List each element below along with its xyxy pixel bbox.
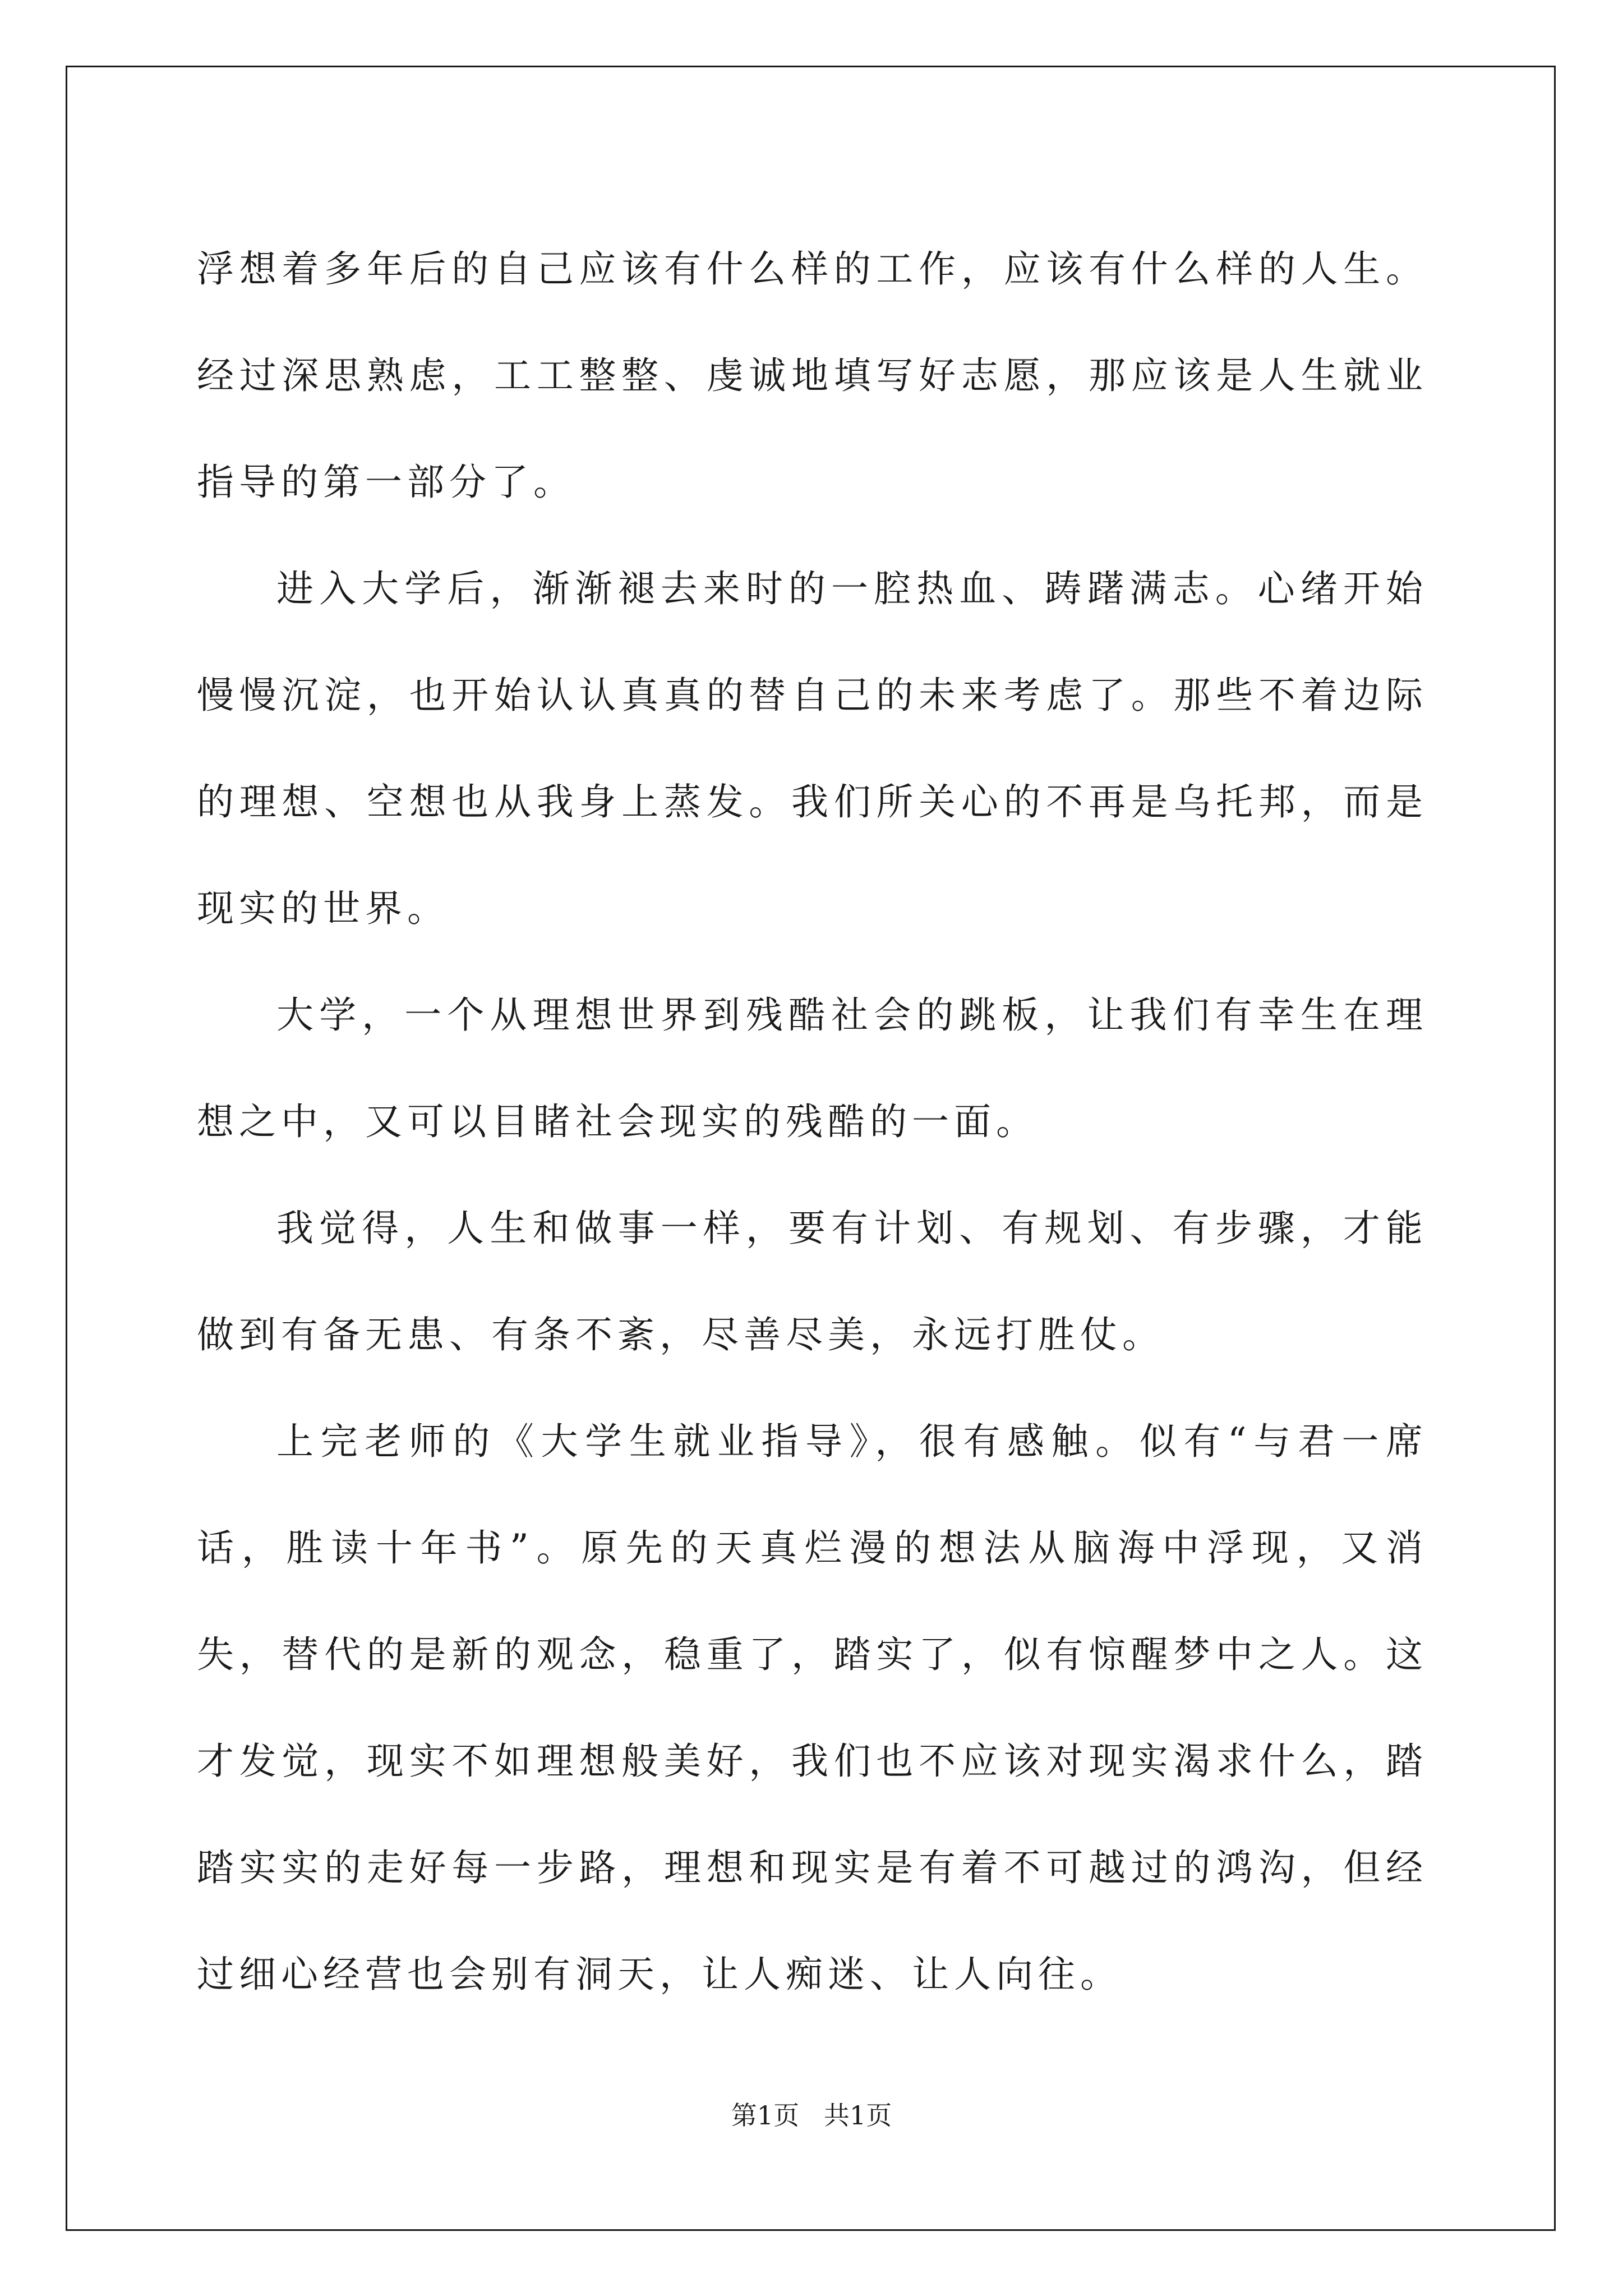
paragraph-1: 浮想着多年后的自己应该有什么样的工作，应该有什么样的人生。经过深思熟虑，工工整整、虔诚地填写好志愿，那应该是人生就业指导的第一部分了。 <box>197 247 1428 504</box>
document-body <box>197 216 1428 2028</box>
paragraph-5: 上完老师的《大学生就业指导》，很有感触。似有“与君一席话，胜读十年书”。原先的天真烂漫的想法从脑海中浮现，又消失，替代的是新的观念，稳重了，踏实了，似有惊醒梦中之人。这才发觉，现实不如理想般美好，我们也不应该对现实渴求什么，踏踏实实的走好每一步路，理想和现实是有着不可越过的鸿沟，但经过细心经营也会别有洞天，让人痴迷、让人向往。 <box>197 1420 1428 1996</box>
paragraph-4: 我觉得，人生和做事一样，要有计划、有规划、有步骤，才能做到有备无患、有条不紊，尽善尽美，永远打胜仗。 <box>197 1207 1428 1356</box>
page-footer: 第1页 共1页 <box>731 2100 892 2131</box>
paragraph-3: 大学，一个从理想世界到残酷社会的跳板，让我们有幸生在理想之中，又可以目睹社会现实的残酷的一面。 <box>197 993 1428 1143</box>
paragraph-2: 进入大学后，渐渐褪去来时的一腔热血、踌躇满志。心绪开始慢慢沉淀，也开始认认真真的替自己的未来考虑了。那些不着边际的理想、空想也从我身上蒸发。我们所关心的不再是乌托邦，而是现实的世界。 <box>197 567 1428 930</box>
